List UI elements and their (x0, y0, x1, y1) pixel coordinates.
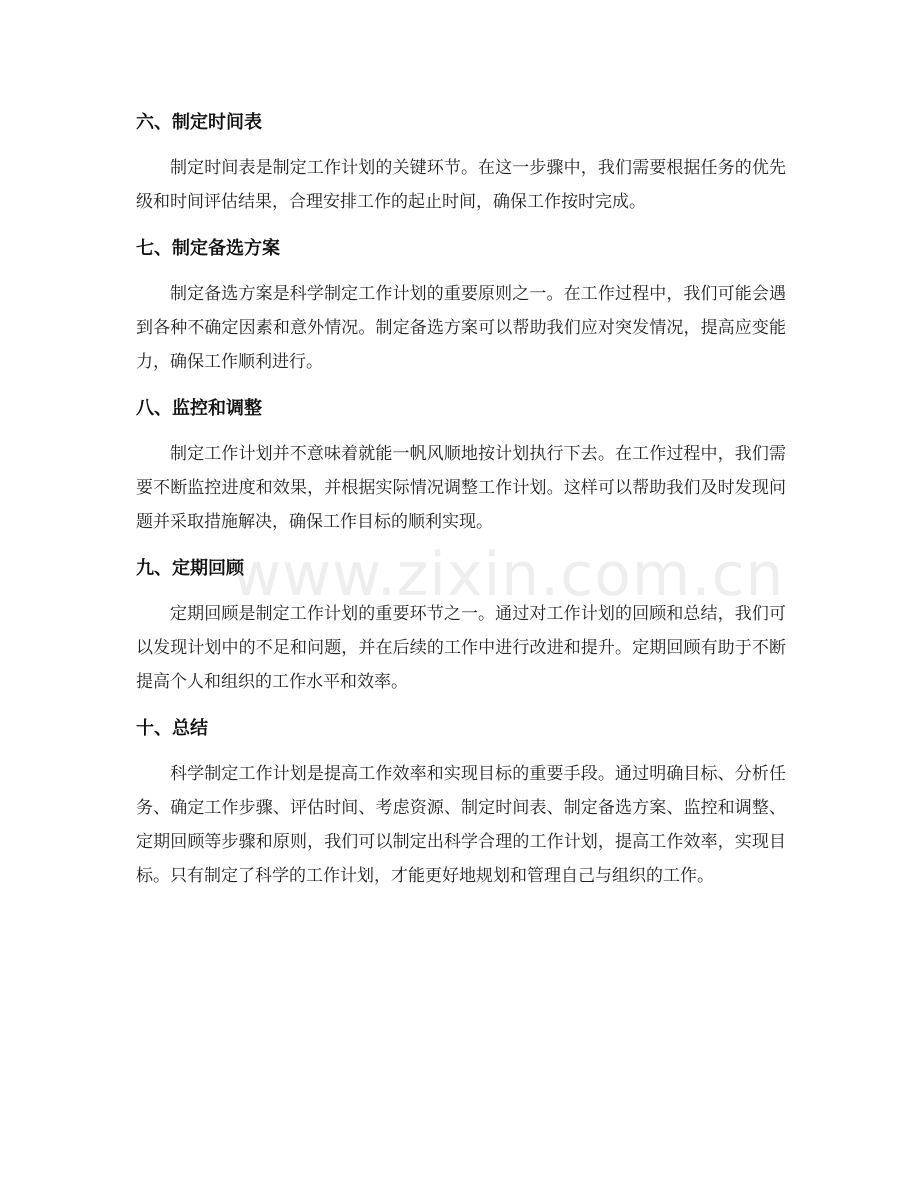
section-heading: 八、监控和调整 (136, 398, 262, 419)
section-paragraph: 制定时间表是制定工作计划的关键环节。在这一步骤中，我们需要根据任务的优先级和时间评估结果，合理安排工作的起止时间，确保工作按时完成。 (136, 158, 786, 212)
section-paragraph: 制定备选方案是科学制定工作计划的重要原则之一。在工作过程中，我们可能会遇到各种不确定因素和意外情况。制定备选方案可以帮助我们应对突发情况，提高应变能力，确保工作顺利进行。 (136, 284, 786, 372)
section-heading: 九、定期回顾 (136, 558, 244, 579)
section-schedule (136, 107, 786, 219)
section-paragraph: 制定工作计划并不意味着就能一帆风顺地按计划执行下去。在工作过程中，我们需要不断监控进度和效果，并根据实际情况调整工作计划。这样可以帮助我们及时发现问题并采取措施解决，确保工作目标的顺利实现。 (136, 444, 786, 532)
section-summary (136, 713, 786, 893)
section-heading: 六、制定时间表 (136, 112, 262, 133)
section-alternative-plan (136, 233, 786, 379)
document-body (136, 107, 786, 907)
section-heading: 十、总结 (136, 718, 208, 739)
section-heading: 七、制定备选方案 (136, 238, 280, 259)
section-monitor-adjust (136, 393, 786, 539)
watermark: www.zixin.com.cn (232, 540, 785, 610)
section-paragraph: 定期回顾是制定工作计划的重要环节之一。通过对工作计划的回顾和总结，我们可以发现计划中的不足和问题，并在后续的工作中进行改进和提升。定期回顾有助于不断提高个人和组织的工作水平和效率。 (136, 604, 786, 692)
section-paragraph: 科学制定工作计划是提高工作效率和实现目标的重要手段。通过明确目标、分析任务、确定工作步骤、评估时间、考虑资源、制定时间表、制定备选方案、监控和调整、定期回顾等步骤和原则，我们可以制定出科学合理的工作计划，提高工作效率，实现目标。只有制定了科学的工作计划，才能更好地规划和管理自己与组织的工作。 (136, 764, 786, 886)
section-periodic-review (136, 553, 786, 699)
